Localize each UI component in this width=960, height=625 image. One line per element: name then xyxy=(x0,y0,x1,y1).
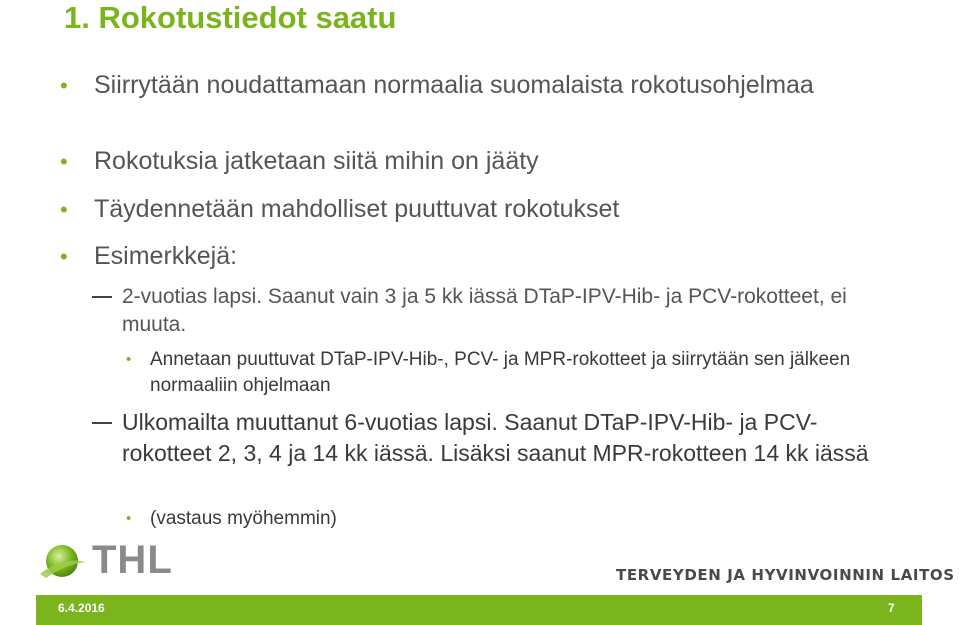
sub-bullet-text: (vastaus myöhemmin) xyxy=(150,508,337,529)
sub-bullet-item xyxy=(126,506,870,532)
footer-bar xyxy=(36,595,922,625)
bullet-text: Siirrytään noudattamaan normaalia suomalaista rokotusohjelmaa xyxy=(94,71,814,99)
bullet-icon: • xyxy=(126,510,132,527)
bullet-item xyxy=(60,70,914,101)
example-text: 2-vuotias lapsi. Saanut vain 3 ja 5 kk iässä DTaP-IPV-Hib- ja PCV-rokotteet, ei muuta. xyxy=(122,285,847,336)
example-item xyxy=(122,283,892,339)
bullet-item xyxy=(60,146,914,177)
sub-bullet-item xyxy=(126,347,870,399)
sub-bullet-text: Annetaan puuttuvat DTaP-IPV-Hib-, PCV- ja MPR-rokotteet ja siirrytään sen jälkeen normaaliin ohjelmaan xyxy=(150,349,851,396)
example-item xyxy=(122,407,902,469)
page-number: 7 xyxy=(888,601,895,615)
bullet-icon: • xyxy=(60,149,68,174)
organization-name: TERVEYDEN JA HYVINVOINNIN LAITOS xyxy=(616,566,955,584)
bullet-icon: • xyxy=(126,351,132,368)
bullet-icon: • xyxy=(60,73,68,98)
bullet-text: Rokotuksia jatketaan siitä mihin on jääty xyxy=(94,147,539,175)
footer-date: 6.4.2016 xyxy=(58,601,105,615)
bullet-text: Esimerkkejä: xyxy=(94,242,238,270)
dash-icon xyxy=(92,422,112,424)
bullet-icon: • xyxy=(60,197,68,222)
bullet-item xyxy=(60,241,914,272)
bullet-text: Täydennetään mahdolliset puuttuvat rokotukset xyxy=(94,195,620,223)
slide-title: 1. Rokotustiedot saatu xyxy=(64,0,397,35)
example-text: Ulkomailta muuttanut 6-vuotias lapsi. Saanut DTaP-IPV-Hib- ja PCV-rokotteet 2, 3, 4 ja 14 kk iässä. Lisäksi saanut MPR-rokotteen 14 kk iässä xyxy=(122,409,869,466)
bullet-item xyxy=(60,194,914,225)
logo-text: THL xyxy=(92,538,173,582)
dash-icon xyxy=(92,296,112,298)
bullet-icon: • xyxy=(60,244,68,269)
